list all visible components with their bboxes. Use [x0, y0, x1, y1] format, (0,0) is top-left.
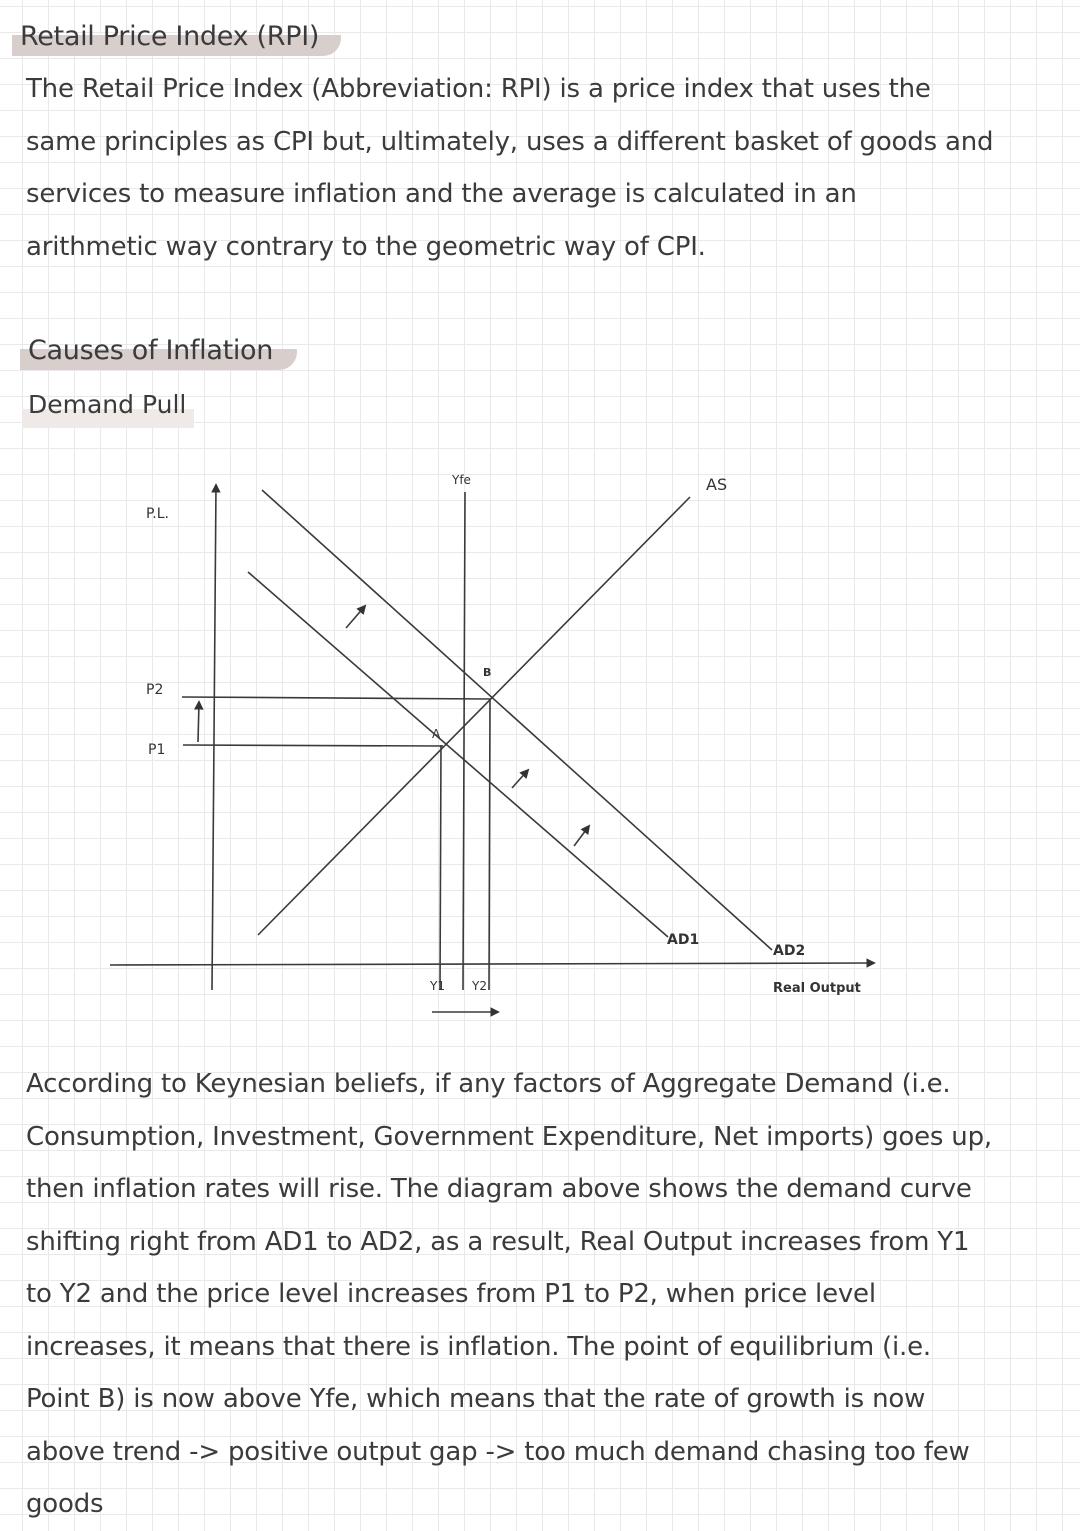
as-label: AS [706, 475, 728, 494]
point-a-label: A [432, 727, 441, 741]
x-axis-label: Real Output [773, 981, 861, 996]
ad2-curve [262, 490, 772, 950]
yfe-label: Yfe [452, 473, 471, 487]
rpi-paragraph: The Retail Price Index (Abbreviation: RPI) is a price index that uses the same principles as CPI but, ultimately, uses a different basket of goods and services to measure inflation and the average is calculated in an arithmetic way contrary to the geometric way of CPI. [26, 74, 994, 262]
p1-label: P1 [148, 742, 166, 758]
point-b-label: B [483, 666, 492, 679]
y2-label: Y2 [472, 979, 487, 993]
x-axis [110, 963, 874, 965]
explanation-paragraph: According to Keynesian beliefs, if any factors of Aggregate Demand (i.e. Consumption, Investment, Government Expenditure, Net imports) goes up, then inflation rates will rise. The diagram above shows the demand curve shifting right from AD1 to AD2, as a result, Real Output increases from Y1 to Y2 and the price level increases from P1 to P2, when price level increases, it means that there is inflation. The point of equilibrium (i.e. Point B) is now above Yfe, which means that the rate of growth is now above trend -> positive output gap -> too much demand chasing too few goods [26, 1069, 992, 1519]
y2-guide [489, 699, 490, 990]
yfe-line [463, 492, 465, 990]
as-curve [258, 497, 690, 935]
y1-guide [440, 745, 441, 990]
y-axis-label: P.L. [146, 506, 169, 522]
ad2-label: AD2 [773, 943, 806, 959]
shift-arrow-2 [512, 770, 528, 788]
p1-guide [183, 745, 443, 746]
ad1-label: AD1 [667, 932, 700, 948]
causes-heading: Causes of Inflation [20, 332, 297, 370]
price-rise-arrow [198, 702, 199, 742]
demand-pull-diagram [0, 440, 1080, 1040]
y-axis [212, 485, 216, 990]
rpi-heading: Retail Price Index (RPI) [12, 18, 341, 56]
shift-arrow-1 [346, 606, 365, 628]
p2-label: P2 [146, 682, 164, 698]
demand-pull-subheading: Demand Pull [22, 386, 194, 428]
p2-guide [182, 697, 490, 699]
y1-label: Y1 [430, 979, 445, 993]
shift-arrow-3 [574, 826, 589, 846]
